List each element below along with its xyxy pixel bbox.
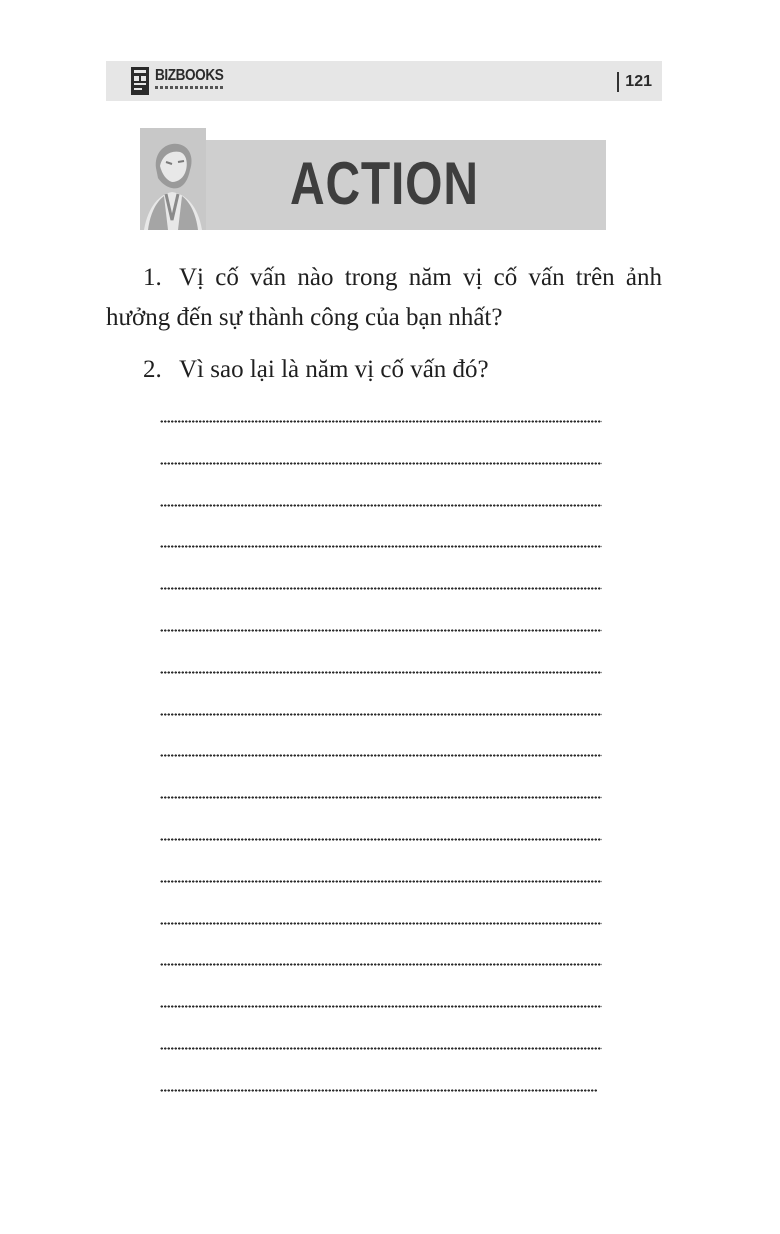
answer-line — [160, 1089, 598, 1092]
action-title: ACTION — [290, 150, 479, 217]
answer-lines — [160, 420, 602, 1131]
answer-line — [160, 754, 602, 757]
page-number-block — [617, 71, 652, 93]
question-2-text: Vì sao lại là năm vị cố vấn đó? — [179, 356, 489, 383]
brand-tagline-decoration — [155, 86, 225, 89]
answer-line — [160, 629, 602, 632]
brand-name: BIZBOOKS — [155, 67, 224, 84]
answer-line — [160, 796, 602, 799]
answer-line — [160, 671, 602, 674]
brand-logo — [130, 66, 230, 96]
answer-line — [160, 713, 602, 716]
page-number: 121 — [625, 73, 652, 90]
answer-line — [160, 963, 602, 966]
question-2-number: 2. — [143, 356, 162, 383]
question-1-number: 1. — [143, 264, 162, 291]
answer-line — [160, 504, 602, 507]
answer-line — [160, 587, 602, 590]
question-1-text: Vị cố vấn nào trong năm vị cố vấn trên ảnh hưởng đến sự thành công của bạn nhất? — [106, 264, 662, 331]
portrait-silhouette-icon — [140, 128, 206, 230]
question-1 — [106, 258, 662, 338]
answer-line — [160, 838, 602, 841]
answer-line — [160, 545, 602, 548]
answer-line — [160, 1005, 602, 1008]
page-number-separator — [617, 72, 619, 92]
answer-line — [160, 880, 602, 883]
question-2 — [106, 350, 662, 390]
book-logo-icon — [130, 66, 152, 96]
action-banner — [190, 140, 606, 230]
answer-line — [160, 420, 602, 423]
answer-line — [160, 1047, 602, 1050]
answer-line — [160, 922, 602, 925]
answer-line — [160, 462, 602, 465]
